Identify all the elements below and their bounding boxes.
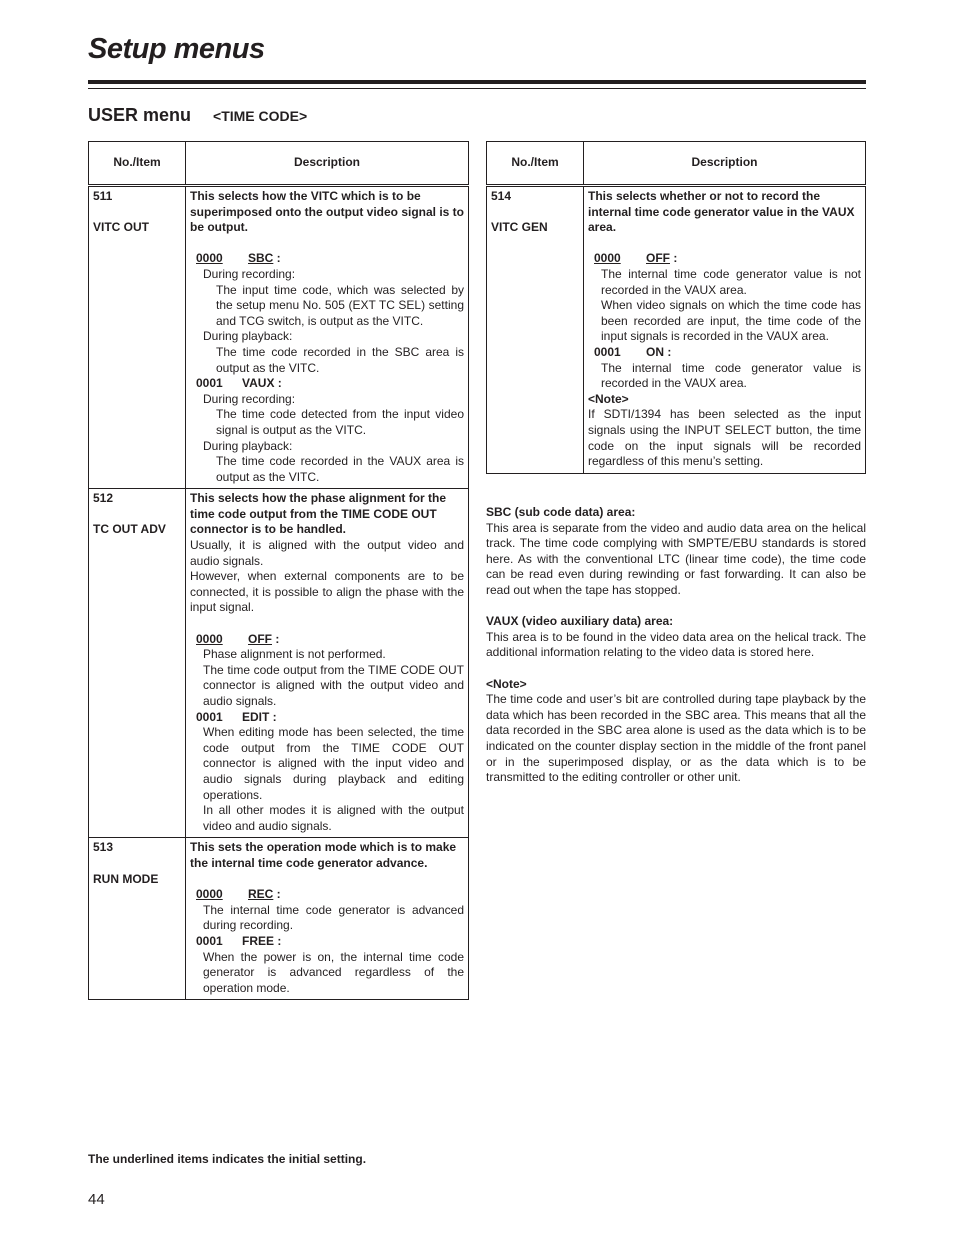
note-heading: <Note> bbox=[588, 391, 629, 406]
description-cell bbox=[584, 186, 866, 474]
note-block-vaux bbox=[486, 614, 866, 661]
header-no-item: No./Item bbox=[89, 142, 186, 186]
option-code: 0000 bbox=[196, 631, 223, 646]
option-line: Phase alignment is not performed. bbox=[203, 647, 386, 662]
item-cell bbox=[89, 186, 186, 489]
table-row-511 bbox=[89, 186, 469, 489]
option-heading: 0000 OFF : bbox=[196, 631, 280, 646]
option-line: When video signals on which the time code has been recorded are input, the time code of the input signals is recorded in the VAUX area. bbox=[601, 298, 861, 344]
option-line: During playback: bbox=[203, 329, 293, 344]
item-lead: This selects whether or not to record the internal time code generator value in the VAUX area. bbox=[588, 189, 855, 235]
table-row-513 bbox=[89, 838, 469, 1000]
item-name: VITC OUT bbox=[93, 220, 149, 235]
option-label: FREE bbox=[242, 933, 275, 948]
section-title: USER menu bbox=[88, 105, 192, 125]
option-label: ON bbox=[646, 344, 664, 359]
header-no-item: No./Item bbox=[487, 142, 584, 186]
option-label: VAUX bbox=[242, 376, 275, 391]
note-block-heading: SBC (sub code data) area: bbox=[486, 505, 636, 519]
item-name: RUN MODE bbox=[93, 871, 159, 886]
option-line: During recording: bbox=[203, 266, 296, 281]
page-number: 44 bbox=[88, 1191, 105, 1208]
option-line: The time code output from the TIME CODE OUT connector is aligned with the output video and audio signals. bbox=[203, 662, 464, 708]
item-number: 513 bbox=[93, 840, 114, 855]
option-label: OFF bbox=[646, 251, 670, 266]
note-block-text: This area is to be found in the video data area on the helical track. The additional information relating to the video data is stored here. bbox=[486, 629, 866, 660]
note-block-text: The time code and user’s bit are controlled during tape playback by the data which has been recorded in the SBC area. This means that all the data recorded in the SBC area alone is used as the data which is to be indicated on the counter display section in the middle of the front panel or in the superimposed display, or as the data which is to be transmitted to the editing controller or other unit. bbox=[486, 692, 866, 785]
page-title: Setup menus bbox=[88, 33, 265, 65]
description-cell bbox=[186, 838, 469, 1000]
item-body: Usually, it is aligned with the output video and audio signals. However, when external components are to be connected, it is possible to align the phase with the input signal. bbox=[190, 538, 464, 615]
option-code: 0001 bbox=[594, 344, 621, 359]
table-row-514 bbox=[487, 186, 866, 474]
note-block-heading: <Note> bbox=[486, 676, 527, 691]
description-cell bbox=[186, 489, 469, 838]
header-description: Description bbox=[186, 142, 469, 186]
option-line: When the power is on, the internal time code generator is advanced regardless of the operation mode. bbox=[203, 949, 464, 995]
left-settings-table bbox=[88, 141, 469, 1000]
item-cell bbox=[89, 838, 186, 1000]
right-settings-table bbox=[486, 141, 866, 474]
option-heading: 0000 SBC : bbox=[196, 251, 281, 266]
title-rule-thick bbox=[88, 80, 866, 84]
section-heading bbox=[88, 105, 307, 126]
option-code: 0000 bbox=[594, 251, 621, 266]
note-block-note bbox=[486, 677, 866, 786]
description-cell bbox=[186, 186, 469, 489]
option-label: EDIT bbox=[242, 709, 270, 724]
area-notes bbox=[486, 505, 866, 801]
option-line: The input time code, which was selected by the setup menu No. 505 (EXT TC SEL) setting and TCG switch, is output as the VITC. bbox=[216, 282, 464, 328]
item-lead: This selects how the VITC which is to be superimposed onto the output video signal is to be output. bbox=[190, 189, 465, 235]
title-rule-thin bbox=[88, 88, 866, 89]
option-line: The internal time code generator is advanced during recording. bbox=[203, 902, 464, 933]
option-line: The internal time code generator value is not recorded in the VAUX area. bbox=[601, 266, 861, 297]
option-line: The time code detected from the input video signal is output as the VITC. bbox=[216, 407, 464, 437]
section-subtitle: <TIME CODE> bbox=[213, 108, 308, 124]
option-label: OFF bbox=[248, 631, 272, 646]
option-line: The time code recorded in the SBC area is output as the VITC. bbox=[216, 344, 464, 375]
item-cell bbox=[487, 186, 584, 474]
option-line: During recording: bbox=[203, 391, 296, 406]
option-line: In all other modes it is aligned with the output video and audio signals. bbox=[203, 803, 464, 833]
option-heading: 0001 VAUX : bbox=[196, 376, 282, 391]
footnote: The underlined items indicates the initial setting. bbox=[88, 1152, 367, 1166]
item-number: 514 bbox=[491, 189, 512, 203]
option-line: During playback: bbox=[203, 438, 293, 453]
option-code: 0001 bbox=[196, 933, 223, 948]
item-name: VITC GEN bbox=[491, 220, 548, 235]
item-name: TC OUT ADV bbox=[93, 522, 166, 537]
option-heading: 0001 EDIT : bbox=[196, 709, 277, 724]
option-line: When editing mode has been selected, the time code output from the TIME CODE OUT connector is aligned with the input video and audio signals during playback and editing operations. bbox=[203, 725, 464, 802]
option-line: The time code recorded in the VAUX area is output as the VITC. bbox=[216, 454, 464, 484]
item-lead: This sets the operation mode which is to make the internal time code generator advance. bbox=[190, 840, 457, 870]
option-code: 0000 bbox=[196, 251, 223, 266]
table-row-512 bbox=[89, 489, 469, 838]
item-cell bbox=[89, 489, 186, 838]
option-heading: 0000 REC : bbox=[196, 887, 281, 902]
option-label: SBC bbox=[248, 251, 274, 266]
note-block-text: This area is separate from the video and audio data area on the helical track. The time code complying with SMPTE/EBU standards is stored here. As with the conventional LTC (linear time code), the time code can be read even during rewinding or fast forwarding. It can also be read out when the tape has stopped. bbox=[486, 520, 866, 597]
option-label: REC bbox=[248, 887, 274, 902]
note-block-sbc bbox=[486, 505, 866, 599]
option-heading: 0000 OFF : bbox=[594, 251, 678, 266]
item-number: 511 bbox=[93, 189, 113, 203]
option-heading: 0001 ON : bbox=[594, 344, 672, 359]
note-block-heading: VAUX (video auxiliary data) area: bbox=[486, 614, 674, 629]
item-number: 512 bbox=[93, 491, 114, 506]
option-code: 0001 bbox=[196, 376, 223, 391]
note-text: If SDTI/1394 has been selected as the input signals using the INPUT SELECT button, the time code on the input signals will be recorded regardless of this menu’s setting. bbox=[588, 407, 861, 469]
option-code: 0001 bbox=[196, 709, 223, 724]
item-lead: This selects how the phase alignment for the time code output from the TIME CODE OUT connector is to be handled. bbox=[190, 491, 447, 537]
option-heading: 0001 FREE : bbox=[196, 933, 282, 948]
option-code: 0000 bbox=[196, 887, 223, 902]
option-line: The internal time code generator value is recorded in the VAUX area. bbox=[601, 360, 861, 391]
header-description: Description bbox=[584, 142, 866, 186]
